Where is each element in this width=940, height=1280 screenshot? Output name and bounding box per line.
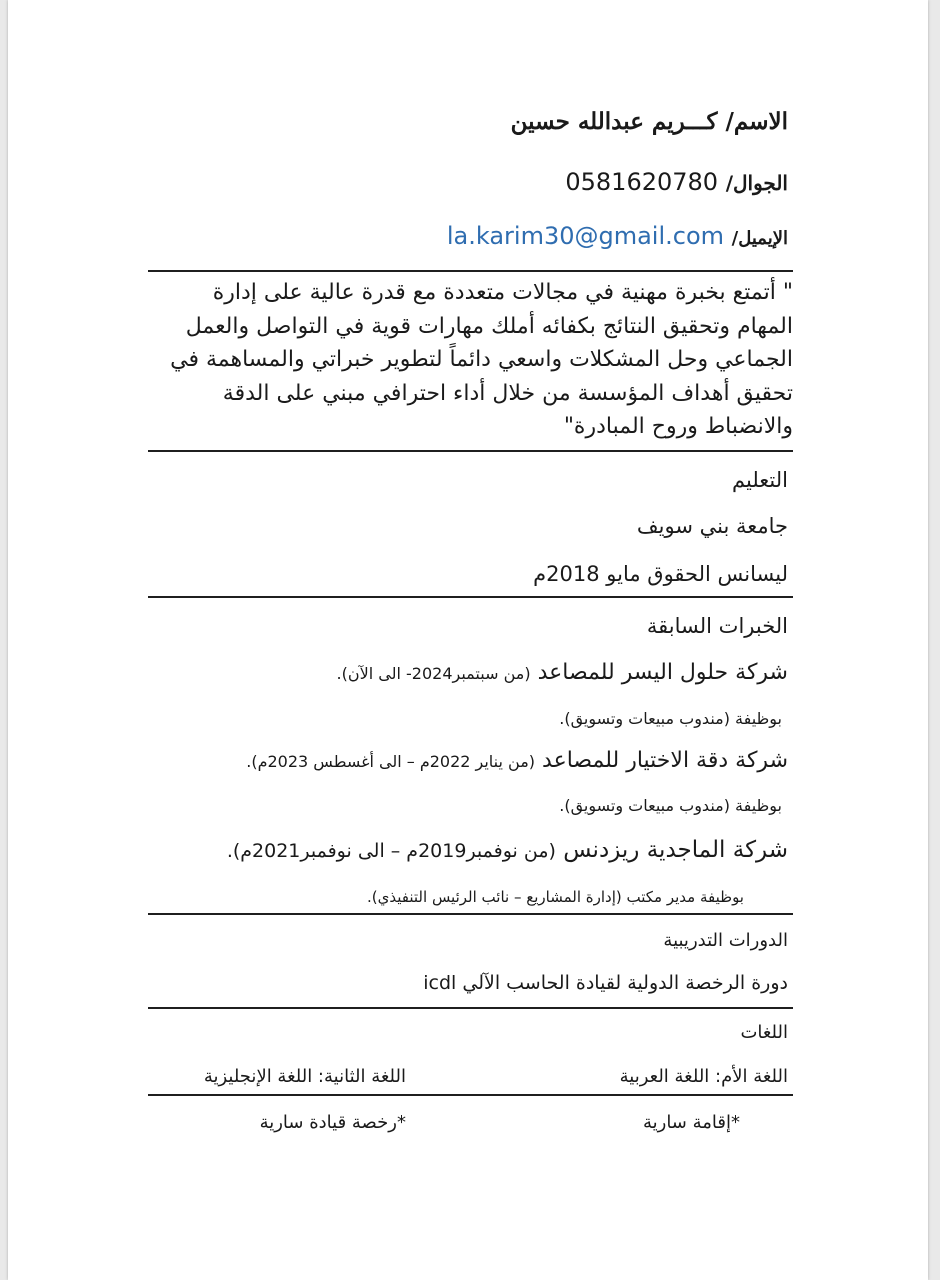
driving-license: *رخصة قيادة سارية [259,1112,406,1133]
residence-status: *إقامة سارية [642,1112,740,1133]
languages-heading: اللغات [740,1022,788,1043]
job-role: بوظيفة مدير مكتب (إدارة المشاريع – نائب الرئيس التنفيذي). [367,888,744,906]
email-line [447,222,788,250]
full-name: كـــريم عبدالله حسين [510,108,718,135]
second-language: اللغة الثانية: اللغة الإنجليزية [203,1066,406,1087]
email-label: الإيميل/ [731,228,788,249]
job-dates: (من نوفمبر2019م – الى نوفمبر2021م). [226,840,556,862]
job-role: بوظيفة (مندوب مبيعات وتسويق). [559,709,782,728]
name-label: الاسم/ [725,108,788,135]
native-language: اللغة الأم: اللغة العربية [619,1066,788,1087]
divider [148,1007,793,1009]
company-name: شركة دقة الاختيار للمصاعد [542,748,788,773]
job-entry [246,748,788,773]
name-line [511,108,788,135]
divider [148,1094,793,1096]
divider [148,270,793,272]
university: جامعة بني سويف [636,514,788,538]
email-link[interactable]: la.karim30@gmail.com [446,222,725,250]
training-course: دورة الرخصة الدولية لقيادة الحاسب الآلي icdl [423,972,788,994]
job-entry [337,660,788,685]
company-name: شركة الماجدية ريزدنس [563,837,788,863]
resume-page [8,0,928,1280]
company-name: شركة حلول اليسر للمصاعد [537,660,788,685]
job-entry [227,837,788,863]
phone-line [565,168,788,196]
degree: ليسانس الحقوق مايو 2018م [533,562,788,586]
training-heading: الدورات التدريبية [663,930,788,951]
job-role: بوظيفة (مندوب مبيعات وتسويق). [559,796,782,815]
divider [148,596,793,598]
divider [148,913,793,915]
job-dates: (من يناير 2022م – الى أغسطس 2023م). [246,752,536,771]
education-heading: التعليم [732,468,788,492]
experience-heading: الخبرات السابقة [646,614,788,638]
phone-number: 0581620780 [565,168,719,196]
phone-label: الجوال/ [725,171,788,195]
profile-summary: " أتمتع بخبرة مهنية في مجالات متعددة مع قدرة عالية على إدارة المهام وتحقيق النتائج بكفائه أملك مهارات قوية في التواصل والعمل الجماعي وحل المشكلات واسعي دائماً لتطوير خبراتي والمساهمة في تحقيق أهداف المؤسسة من خلال أداء احترافي مبني على الدقة والانضباط وروح المبادرة" [170,280,793,439]
divider [148,450,793,452]
job-dates: (من سبتمبر2024- الى الآن). [336,664,531,683]
